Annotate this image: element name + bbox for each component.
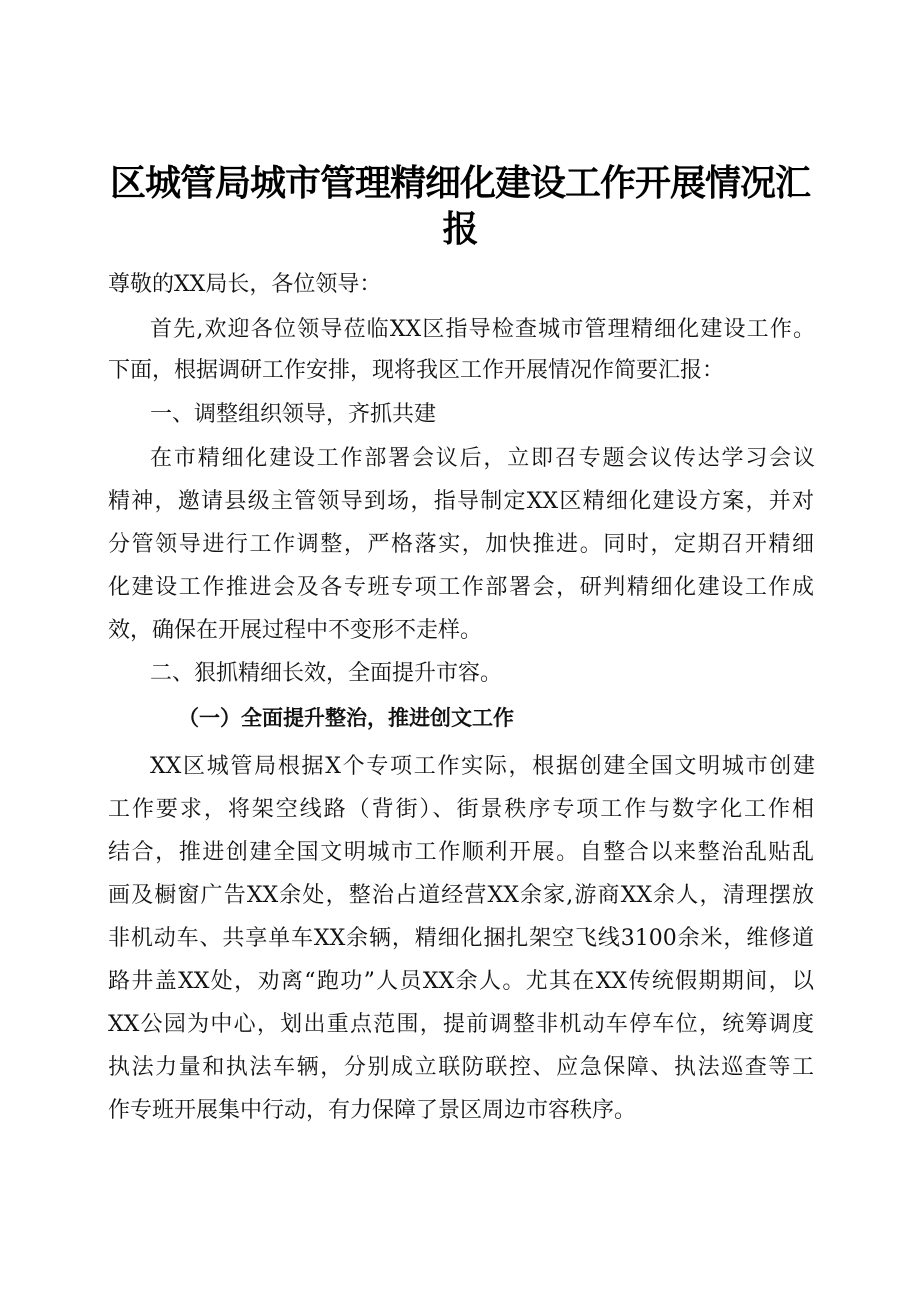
section-1-line: 在市精细化建设工作部署会议后，立即召专题会议传达学习会议	[150, 446, 815, 471]
subsection-1-line: XX区城管局根据X个专项工作实际，根据创建全国文明城市创建	[150, 754, 815, 779]
subsection-1-line: 作专班开展集中行动，有力保障了景区周边市容秩序。	[108, 1098, 637, 1123]
section-1-heading: 一、调整组织领导，齐抓共建	[150, 402, 437, 427]
salutation: 尊敬的XX局长，各位领导：	[108, 272, 382, 297]
intro-line-2: 下面，根据调研工作安排，现将我区工作开展情况作简要汇报：	[108, 358, 725, 383]
subsection-1-line: 执法力量和执法车辆，分别成立联防联控、应急保障、执法巡查等工	[108, 1055, 814, 1080]
document-title-line-1: 区城管局城市管理精细化建设工作开展情况汇	[109, 163, 810, 204]
section-1-line: 化建设工作推进会及各专班专项工作部署会，研判精细化建设工作成	[108, 575, 814, 600]
intro-line-1: 首先,欢迎各位领导莅临XX区指导检查城市管理精细化建设工作。	[150, 317, 815, 342]
subsection-1-line: 路井盖XX处，劝离“跑功”人员XX余人。尤其在XX传统假期期间，以	[108, 969, 814, 994]
section-2-heading: 二、狠抓精细长效，全面提升市容。	[150, 661, 503, 686]
subsection-1-line: 工作要求，将架空线路（背街）、街景秩序专项工作与数字化工作相	[108, 797, 814, 822]
section-1-line: 分管领导进行工作调整，严格落实，加快推进。同时，定期召开精细	[108, 532, 814, 557]
subsection-1-heading: （一）全面提升整治，推进创文工作	[178, 705, 514, 730]
subsection-1-line: 结合，推进创建全国文明城市工作顺利开展。自整合以来整治乱贴乱	[108, 840, 814, 865]
section-1-line: 精神，邀请县级主管领导到场，指导制定XX区精细化建设方案，并对	[108, 489, 814, 514]
subsection-1-line: 画及橱窗广告XX余处，整治占道经营XX余家,游商XX余人，清理摆放	[108, 883, 814, 908]
section-1-line: 效，确保在开展过程中不变形不走样。	[108, 618, 483, 643]
subsection-1-line: XX公园为中心，划出重点范围，提前调整非机动车停车位，统筹调度	[108, 1012, 814, 1037]
subsection-1-line: 非机动车、共享单车XX余辆，精细化捆扎架空飞线3100余米，维修道	[108, 926, 814, 951]
document-title-line-2: 报	[442, 209, 478, 250]
